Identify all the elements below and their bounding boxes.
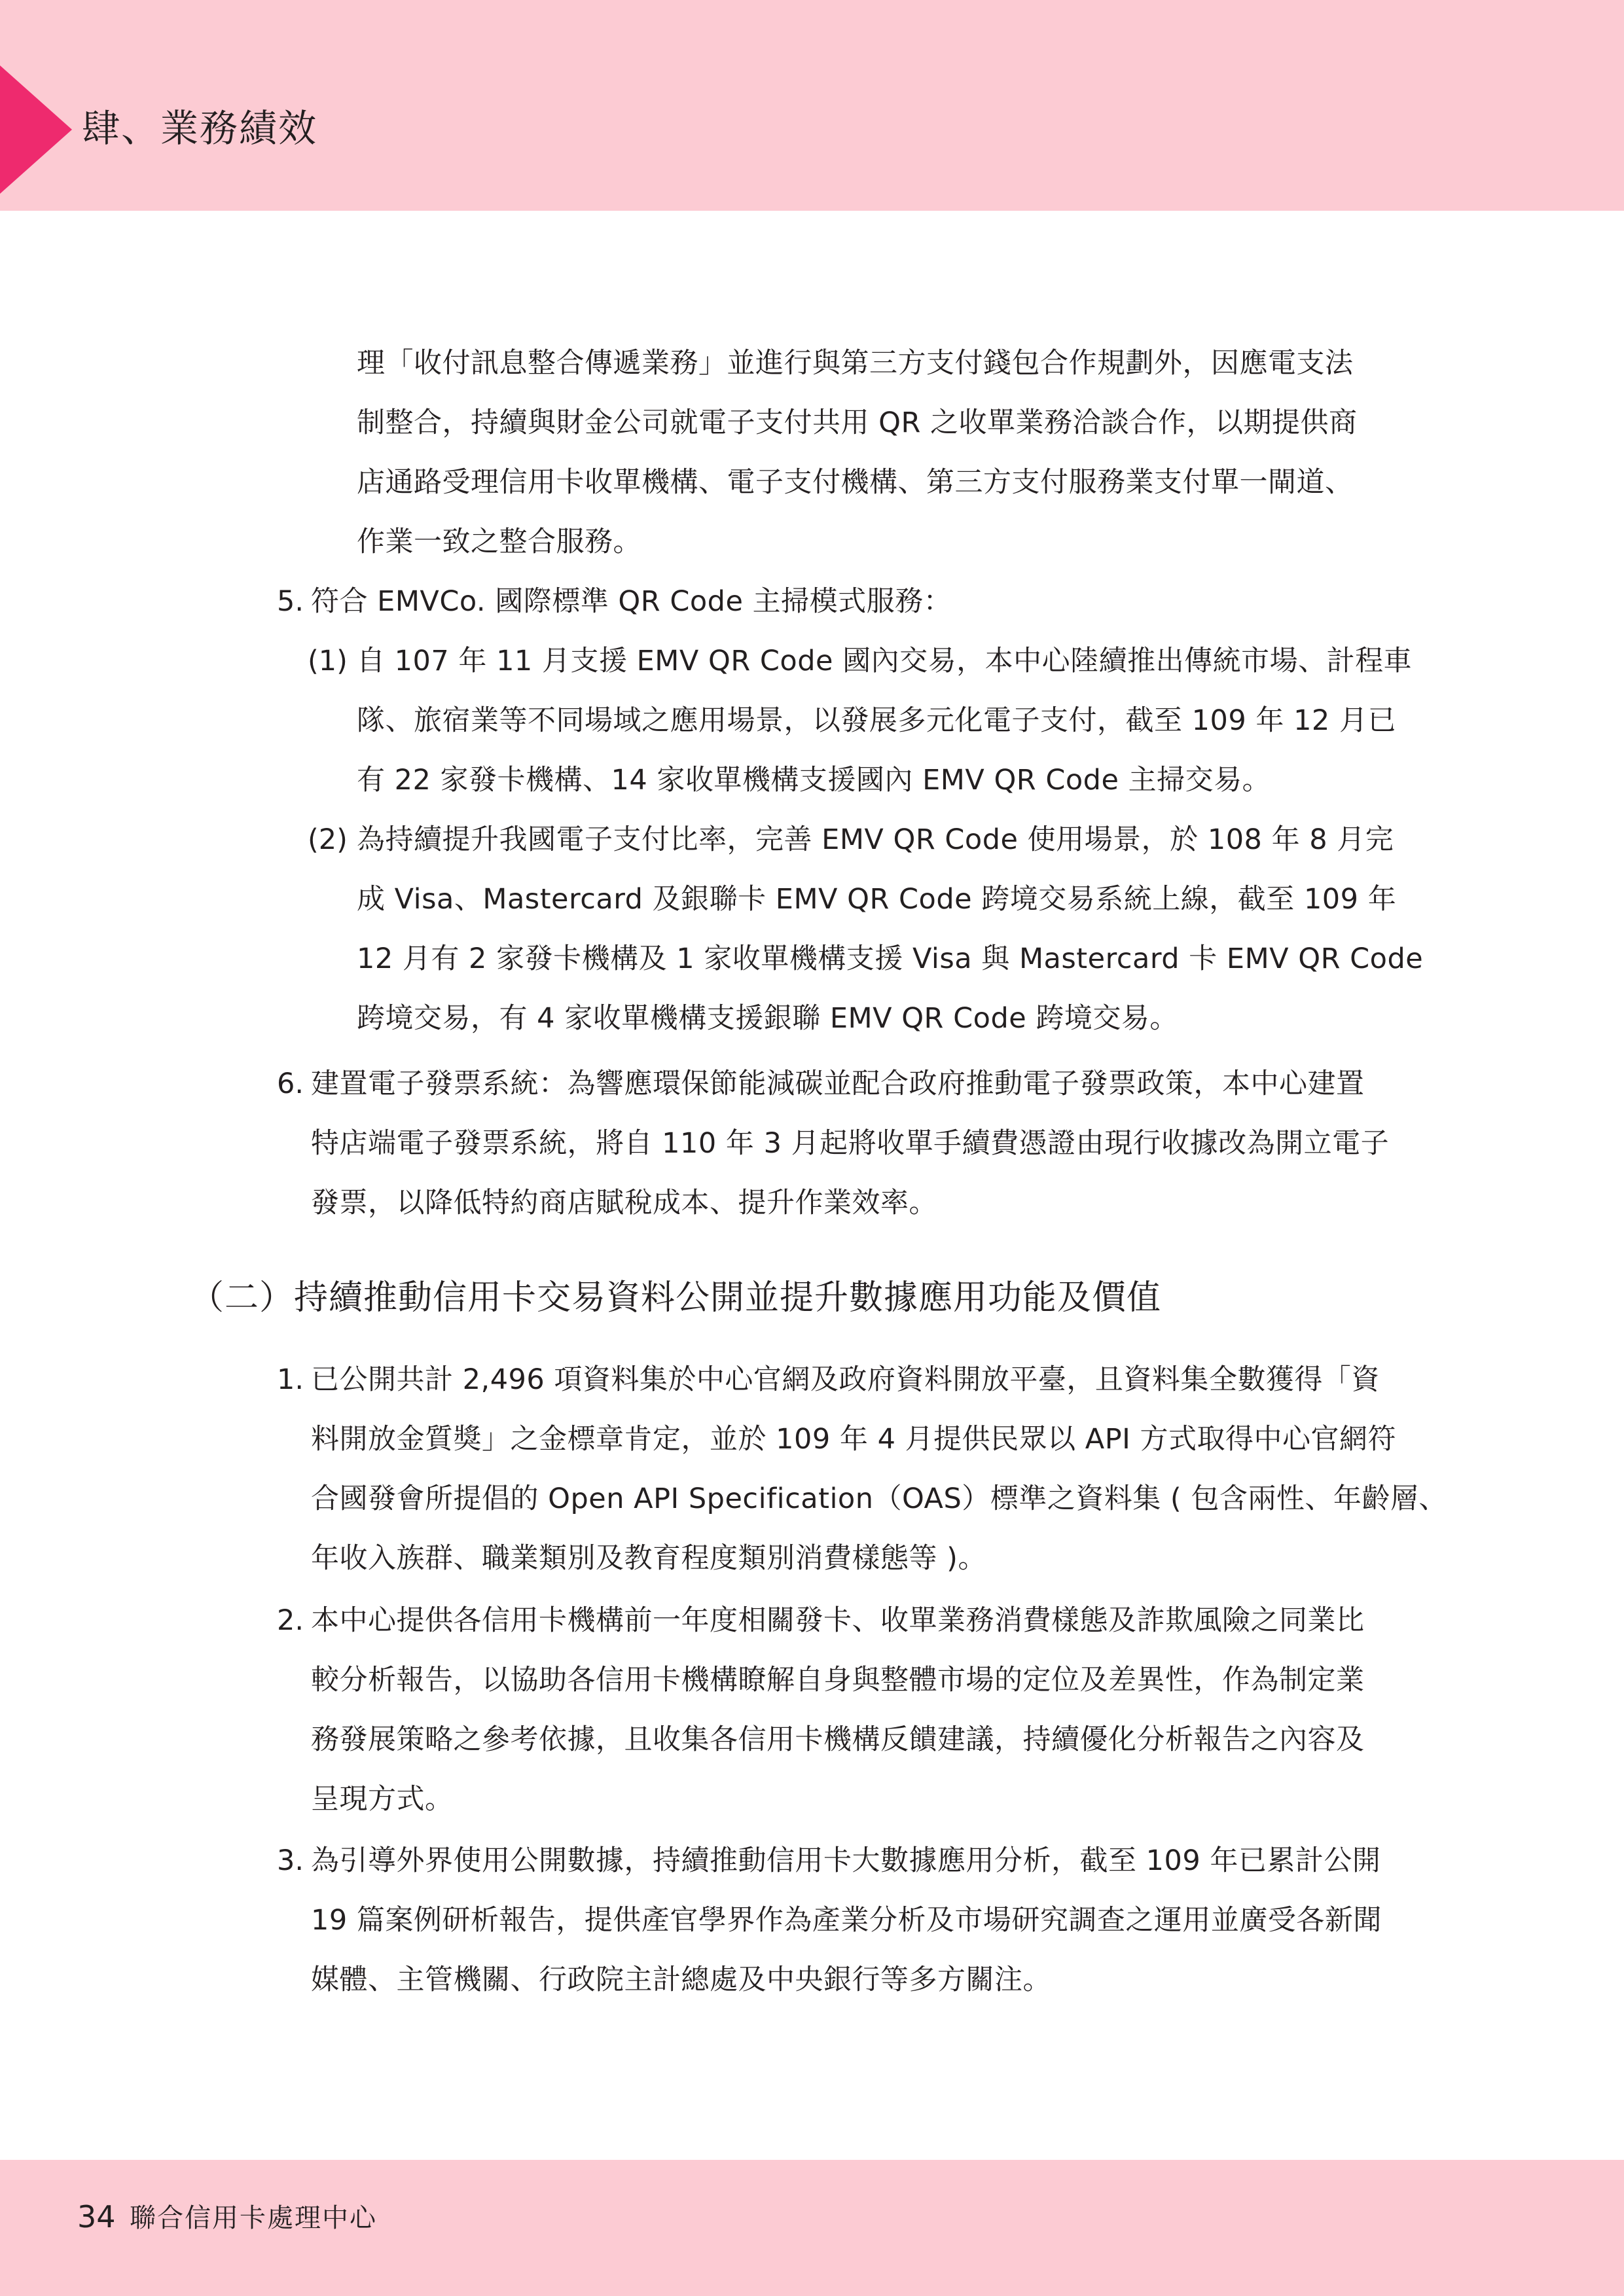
chapter-title: 肆、業務績效 [82, 106, 318, 151]
text-line: 理「收付訊息整合傳遞業務」並進行與第三方支付錢包合作規劃外，因應電支法 [357, 347, 1354, 380]
text-line: 12 月有 2 家發卡機構及 1 家收單機構支援 Visa 與 Mastercard 卡 EMV QR Code [357, 942, 1424, 975]
list-number: 2. [277, 1604, 304, 1637]
text-line: 為持續提升我國電子支付比率，完善 EMV QR Code 使用場景，於 108 年 8 月完 [357, 823, 1394, 856]
list-item-5-1 [357, 632, 1483, 810]
text-line: 作業一致之整合服務。 [357, 526, 641, 558]
page-number: 34 [77, 2199, 116, 2234]
text-line: 較分析報告，以協助各信用卡機構瞭解自身與整體市場的定位及差異性，作為制定業 [311, 1664, 1365, 1696]
list-item-6 [311, 1054, 1437, 1233]
section2-item-2 [311, 1591, 1437, 1829]
text-line: 務發展策略之參考依據，且收集各信用卡機構反饋建議，持續優化分析報告之內容及 [311, 1723, 1365, 1756]
text-line: 本中心提供各信用卡機構前一年度相關發卡、收單業務消費樣態及詐欺風險之同業比 [311, 1604, 1365, 1637]
text-line: 自 107 年 11 月支援 EMV QR Code 國內交易，本中心陸續推出傳統市場、計程車 [357, 645, 1413, 677]
text-line: 為引導外界使用公開數據，持續推動信用卡大數據應用分析，截至 109 年已累計公開 [311, 1844, 1381, 1877]
list-item-5-2 [357, 810, 1483, 1049]
text-line: 隊、旅宿業等不同場域之應用場景，以發展多元化電子支付，截至 109 年 12 月已 [357, 704, 1396, 737]
section2-item-1 [311, 1350, 1447, 1588]
text-line: 年收入族群、職業類別及教育程度類別消費樣態等 )。 [311, 1542, 986, 1575]
sub-list-number: (2) [308, 823, 348, 856]
text-line: 店通路受理信用卡收單機構、電子支付機構、第三方支付服務業支付單一閘道、 [357, 466, 1354, 499]
text-line: 發票，以降低特約商店賦稅成本、提升作業效率。 [311, 1187, 937, 1219]
text-line: 制整合，持續與財金公司就電子支付共用 QR 之收單業務洽談合作，以期提供商 [357, 406, 1358, 439]
text-line: 媒體、主管機關、行政院主計總處及中央銀行等多方關注。 [311, 1964, 1051, 1996]
list-number: 5. [277, 585, 304, 618]
section-heading: （二）持續推動信用卡交易資料公開並提升數據應用功能及價值 [190, 1278, 1162, 1318]
text-line: 特店端電子發票系統，將自 110 年 3 月起將收單手續費憑證由現行收據改為開立電子 [311, 1127, 1390, 1160]
header-triangle-marker [0, 65, 72, 194]
text-line: 建置電子發票系統：為響應環保節能減碳並配合政府推動電子發票政策，本中心建置 [311, 1067, 1365, 1100]
text-line: 呈現方式。 [311, 1783, 454, 1816]
section2-item-3 [311, 1831, 1437, 2010]
footer-organization: 聯合信用卡處理中心 [130, 2203, 377, 2233]
list-number: 6. [277, 1067, 304, 1100]
continuation-paragraph [357, 334, 1483, 572]
text-line: 料開放金質獎」之金標章肯定，並於 109 年 4 月提供民眾以 API 方式取得中心官網符 [311, 1423, 1396, 1456]
text-line: 合國發會所提倡的 Open API Specification（OAS）標準之資料集 ( 包含兩性、年齡層、 [311, 1482, 1447, 1515]
text-line: 跨境交易，有 4 家收單機構支援銀聯 EMV QR Code 跨境交易。 [357, 1002, 1178, 1035]
text-line: 19 篇案例研析報告，提供產官學界作為產業分析及市場研究調查之運用並廣受各新聞 [311, 1904, 1382, 1937]
list-number: 3. [277, 1844, 304, 1877]
sub-list-number: (1) [308, 645, 348, 677]
list-number: 1. [277, 1363, 304, 1396]
text-line: 有 22 家發卡機構、14 家收單機構支援國內 EMV QR Code 主掃交易。 [357, 764, 1271, 797]
text-line: 符合 EMVCo. 國際標準 QR Code 主掃模式服務： [311, 585, 952, 618]
list-item-5 [311, 572, 1437, 632]
text-line: 成 Visa、Mastercard 及銀聯卡 EMV QR Code 跨境交易系統上線，截至 109 年 [357, 883, 1397, 916]
text-line: 已公開共計 2,496 項資料集於中心官網及政府資料開放平臺，且資料集全數獲得「資 [311, 1363, 1380, 1396]
